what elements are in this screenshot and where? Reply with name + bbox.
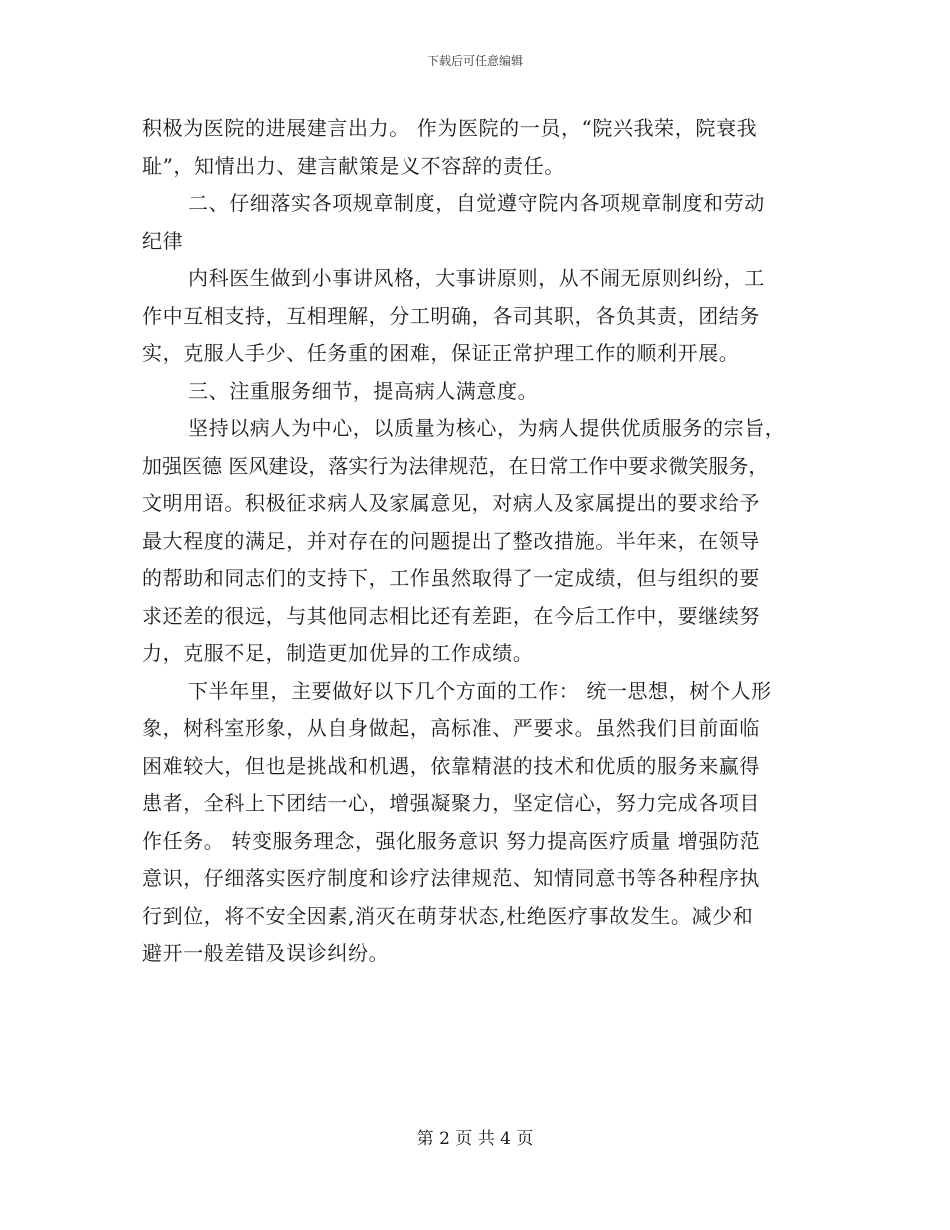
text-line: 的帮助和同志们的支持下，工作虽然取得了一定成绩，但与组织的要 [142, 566, 760, 590]
page-number-footer: 第 2 页 共 4 页 [416, 1129, 534, 1149]
text-line: 实，克服人手少、任务重的困难，保证正常护理工作的顺利开展。 [142, 341, 740, 365]
text-line: 纪律 [142, 228, 184, 253]
text-line: 作任务。 转变服务理念，强化服务意识 努力提高医疗质量 增强防范 [142, 828, 761, 853]
text-line: 内科医生做到小事讲风格，大事讲原则，从不闹无原则纠纷，工 [188, 266, 765, 290]
text-line: 最大程度的满足，并对存在的问题提出了整改措施。半年来，在领导 [142, 528, 760, 553]
document-body [142, 110, 810, 973]
page-header: 下载后可任意编辑 [426, 54, 523, 68]
text-line: 下半年里，主要做好以下几个方面的工作： 统一思想，树个人形 [188, 678, 772, 703]
text-line: 力，克服不足，制造更加优异的工作成绩。 [142, 641, 534, 665]
text-line: 坚持以病人为中心，以质量为核心，为病人提供优质服务的宗旨， [188, 416, 786, 440]
text-line: 求还差的很远，与其他同志相比还有差距，在今后工作中，要继续努 [142, 603, 760, 628]
text-line: 文明用语。积极征求病人及家属意见，对病人及家属提出的要求给予 [142, 491, 760, 515]
text-line: 作中互相支持，互相理解，分工明确，各司其职，各负其责，团结务 [142, 303, 760, 328]
section-heading: 二、仔细落实各项规章制度，自觉遵守院内各项规章制度和劳动 [188, 191, 765, 215]
text-line: 困难较大，但也是挑战和机遇，依靠精湛的技术和优质的服务来赢得 [142, 753, 760, 778]
section-heading: 三、注重服务细节，提高病人满意度。 [188, 378, 539, 403]
text-line: 意识，仔细落实医疗制度和诊疗法律规范、知情同意书等各种程序执 [142, 866, 760, 890]
text-line: 避开一般差错及误诊纠纷。 [142, 941, 390, 965]
text-line: 象，树科室形象，从自身做起，高标准、严要求。虽然我们目前面临 [142, 716, 760, 740]
text-line: 行到位，将不安全因素,消灭在萌芽状态,杜绝医疗事故发生。减少和 [142, 903, 754, 928]
text-line: 积极为医院的进展建言出力。 作为医院的一员，“院兴我荣，院衰我 [142, 116, 758, 140]
text-line: 患者，全科上下团结一心，增强凝聚力，坚定信心，努力完成各项目 [142, 791, 760, 815]
text-line: 耻”，知情出力、建言献策是义不容辞的责任。 [142, 153, 565, 178]
text-line: 加强医德 医风建设，落实行为法律规范，在日常工作中要求微笑服务， [142, 453, 769, 478]
